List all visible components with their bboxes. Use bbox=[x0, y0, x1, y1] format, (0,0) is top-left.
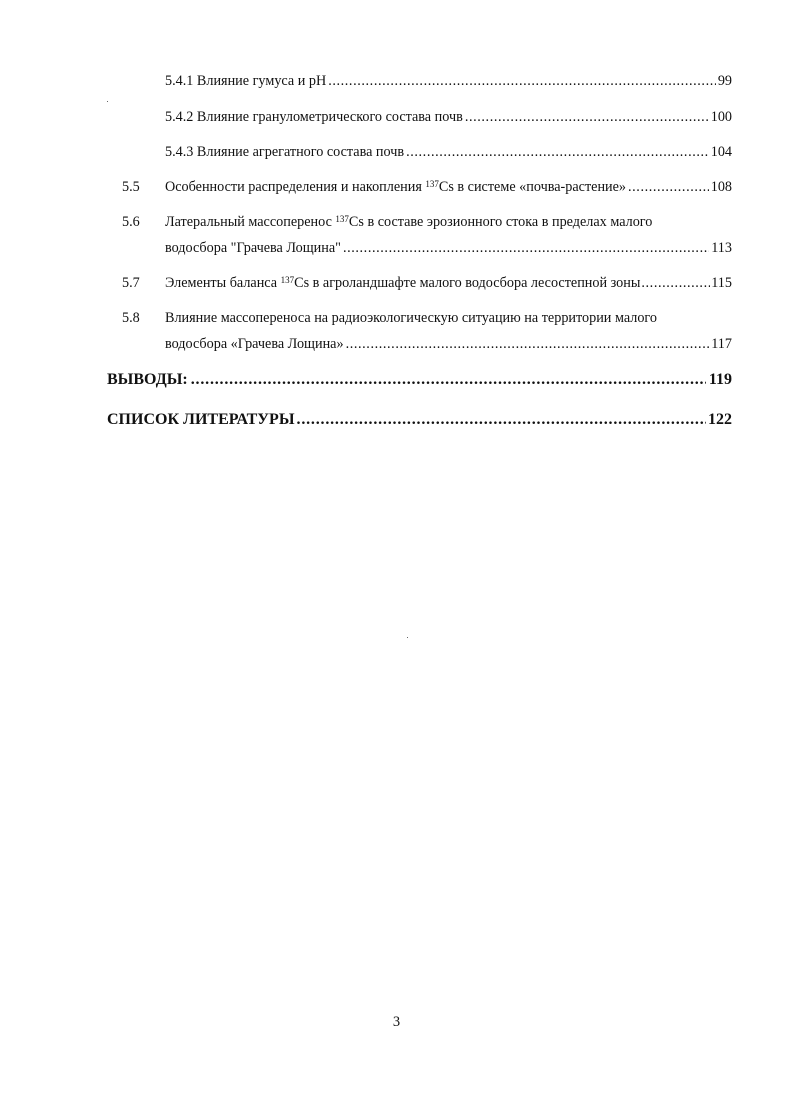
toc-entry-conclusions[interactable] bbox=[107, 370, 732, 390]
toc-entry-5-5[interactable] bbox=[165, 177, 732, 197]
toc-entry-5-4-2[interactable] bbox=[165, 107, 732, 127]
toc-entry-5-4-3[interactable] bbox=[165, 142, 732, 162]
toc-section-number: 5.7 bbox=[122, 275, 140, 291]
toc-title-continuation: водосбора "Грачева Лощина" bbox=[165, 240, 341, 256]
toc-page: 119 bbox=[708, 371, 732, 388]
toc-section-number: 5.6 bbox=[122, 214, 140, 230]
toc-section-number: 5.8 bbox=[122, 310, 140, 326]
toc-entry-5-7[interactable] bbox=[165, 273, 732, 293]
toc-page: 99 bbox=[717, 73, 732, 89]
toc-page: 122 bbox=[708, 411, 732, 428]
toc-entry-references[interactable] bbox=[107, 410, 732, 430]
isotope-superscript: 137 bbox=[425, 179, 439, 189]
dot-leader bbox=[641, 273, 710, 293]
toc-page: 108 bbox=[710, 179, 732, 195]
toc-section-number: 5.5 bbox=[122, 179, 140, 195]
toc-title: 5.4.1 Влияние гумуса и pH bbox=[165, 73, 327, 89]
toc-page: 115 bbox=[711, 275, 732, 291]
page-number: 3 bbox=[392, 1014, 401, 1030]
toc-title: ВЫВОДЫ: bbox=[107, 371, 188, 388]
dot-leader bbox=[191, 370, 706, 390]
toc-page: 117 bbox=[711, 336, 732, 352]
toc-title: 5.4.2 Влияние гранулометрического состава почв bbox=[165, 109, 463, 125]
toc-title: СПИСОК ЛИТЕРАТУРЫ bbox=[107, 411, 295, 428]
isotope-superscript: 137 bbox=[280, 275, 295, 285]
toc-page: 100 bbox=[710, 109, 732, 125]
dot-leader bbox=[328, 71, 716, 91]
toc-entry-5-8[interactable] bbox=[165, 308, 732, 354]
toc-title: Латеральный массоперенос $^{137}$Cs в составе эрозионного стока в пределах малого bbox=[165, 214, 653, 230]
scan-speck bbox=[107, 101, 108, 102]
dot-leader bbox=[465, 107, 709, 127]
dot-leader bbox=[628, 177, 709, 197]
toc-page: 104 bbox=[710, 144, 732, 160]
toc-title-continuation: водосбора «Грачева Лощина» bbox=[165, 336, 344, 352]
dot-leader bbox=[343, 238, 709, 258]
toc-title: Влияние массопереноса на радиоэкологическую ситуацию на территории малого bbox=[165, 310, 657, 326]
toc-page: 113 bbox=[711, 240, 732, 256]
toc-title: 5.4.3 Влияние агрегатного состава почв bbox=[165, 144, 405, 160]
isotope-superscript: 137 bbox=[335, 214, 349, 224]
dot-leader bbox=[297, 410, 706, 430]
toc-entry-5-4-1[interactable] bbox=[165, 71, 732, 91]
dot-leader bbox=[406, 142, 709, 162]
dot-leader bbox=[346, 334, 710, 354]
scan-speck bbox=[407, 637, 408, 638]
toc-title: Элементы баланса $^{137}$Cs в агроландшафте малого водосбора лесостепной зоны bbox=[165, 275, 641, 291]
toc-entry-5-6[interactable] bbox=[165, 212, 732, 258]
toc-title: Особенности распределения и накопления $^{137}$Cs в системе «почва-растение» bbox=[165, 179, 627, 195]
